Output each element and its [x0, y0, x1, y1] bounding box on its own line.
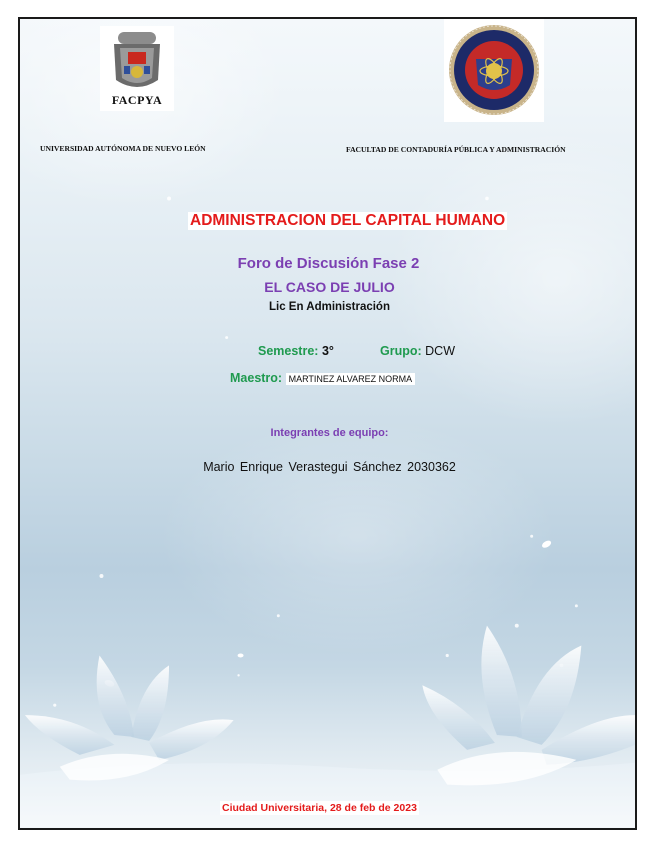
uanl-seal-logo	[444, 19, 544, 122]
career-name: Lic En Administración	[269, 301, 390, 313]
semester-label: Semestre:	[258, 344, 319, 358]
case-title: EL CASO DE JULIO	[264, 279, 395, 295]
background-illustration	[20, 19, 635, 828]
activity-text: Foro de Discusión Fase 2	[237, 255, 420, 272]
place-date: Ciudad Universitaria, 28 de feb de 2023	[222, 802, 417, 814]
document-page	[18, 17, 637, 830]
team-members-title: Integrantes de equipo:	[270, 427, 389, 439]
facpya-caption: FACPYA	[111, 93, 163, 107]
faculty-name: FACULTAD DE CONTADURÍA PÚBLICA Y ADMINISTRACIÓN	[346, 145, 566, 154]
facpya-crest-icon	[100, 28, 174, 94]
team-member: Mario Enrique Verastegui Sánchez 2030362	[203, 460, 456, 474]
facpya-logo	[100, 26, 174, 111]
teacher-value: MARTINEZ ALVAREZ NORMA	[286, 373, 416, 385]
activity-title	[20, 255, 637, 272]
semester-line	[258, 344, 334, 358]
group-label: Grupo:	[380, 344, 422, 358]
uanl-seal-icon	[444, 19, 544, 122]
subject-title: ADMINISTRACION DEL CAPITAL HUMANO	[190, 212, 506, 229]
semester-value: 3°	[321, 344, 334, 358]
group-line	[380, 344, 455, 358]
group-value: DCW	[425, 344, 456, 358]
university-name: UNIVERSIDAD AUTÓNOMA DE NUEVO LEÓN	[40, 144, 206, 153]
teacher-label: Maestro:	[230, 371, 283, 385]
teacher-line	[230, 371, 415, 385]
